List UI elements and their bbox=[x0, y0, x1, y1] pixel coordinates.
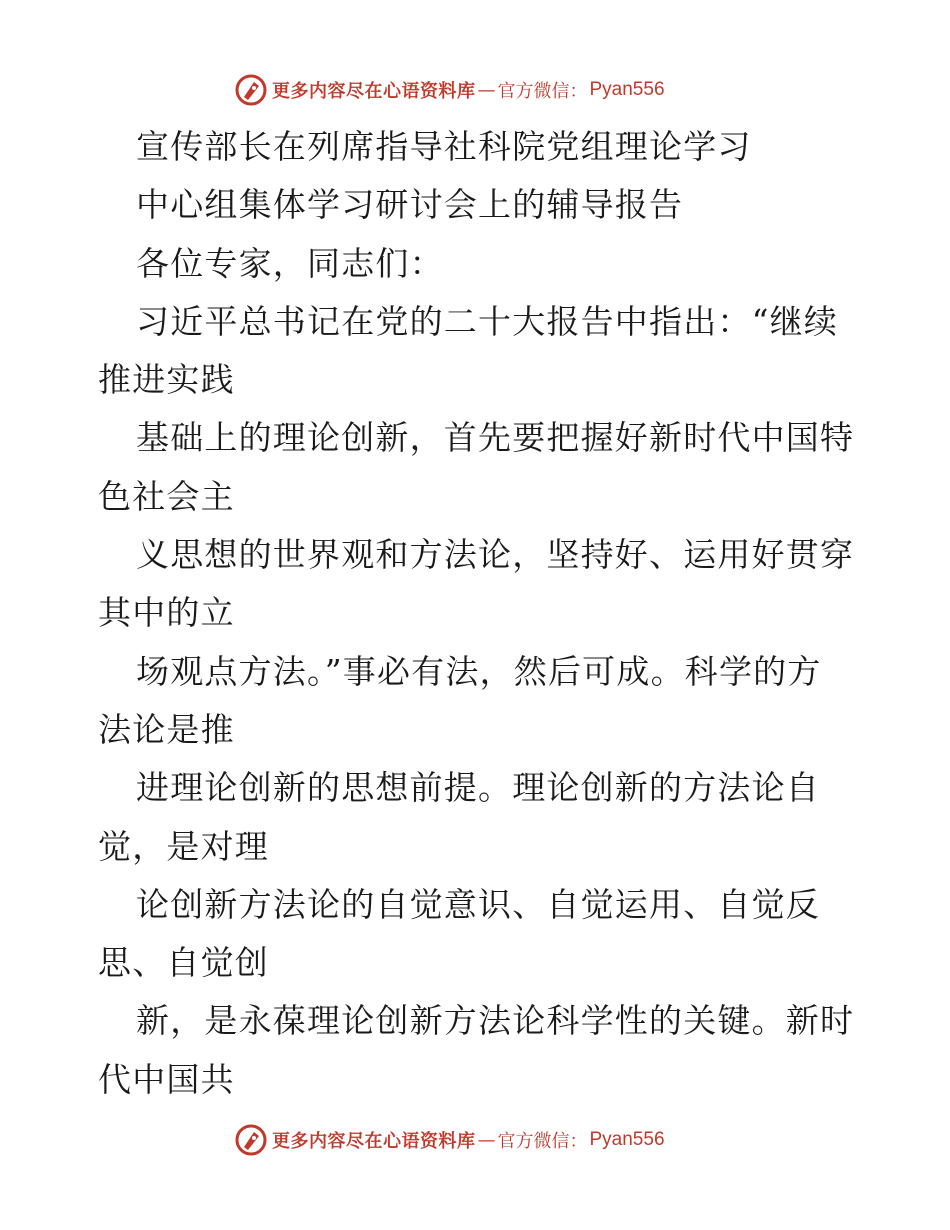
footer-banner bbox=[234, 1122, 665, 1158]
paragraph-line: 其中的立 bbox=[98, 593, 235, 633]
banner-wechat-label: 官方微信： bbox=[497, 81, 588, 102]
banner-dash: — bbox=[477, 79, 496, 101]
paragraph-line: 进理论创新的思想前提。理论创新的方法论自 bbox=[136, 768, 820, 808]
banner-wechat-id: Pyan556 bbox=[589, 1129, 665, 1150]
paragraph-line: 色社会主 bbox=[98, 476, 235, 516]
paragraph-line: 习近平总书记在党的二十大报告中指出：“继续 bbox=[136, 301, 839, 341]
paragraph-line: 推进实践 bbox=[98, 360, 235, 400]
paragraph-line: 义思想的世界观和方法论，坚持好、运用好贯穿 bbox=[136, 535, 855, 575]
banner-text: 更多内容尽在心语资料库 bbox=[272, 1131, 476, 1152]
paragraph-line: 场观点方法。”事必有法，然后可成。科学的方 bbox=[136, 651, 822, 691]
document-body bbox=[98, 118, 858, 1109]
paragraph-line: 论创新方法论的自觉意识、自觉运用、自觉反 bbox=[136, 884, 820, 924]
banner-dash: — bbox=[477, 1129, 496, 1151]
paragraph-line: 代中国共 bbox=[98, 1059, 235, 1099]
header-banner bbox=[234, 72, 665, 108]
paragraph-line: 觉，是对理 bbox=[98, 826, 269, 866]
pen-nib-icon bbox=[234, 1123, 268, 1157]
pen-nib-icon bbox=[234, 73, 268, 107]
title-line-1: 宣传部长在列席指导社科院党组理论学习 bbox=[136, 127, 752, 166]
paragraph-line: 思、自觉创 bbox=[98, 943, 269, 983]
title-line-2: 中心组集体学习研讨会上的辅导报告 bbox=[136, 185, 684, 225]
banner-wechat-id: Pyan556 bbox=[589, 79, 665, 100]
paragraph-line: 新，是永葆理论创新方法论科学性的关键。新时 bbox=[136, 1001, 855, 1041]
paragraph-line: 法论是推 bbox=[98, 709, 235, 749]
banner-wechat-label: 官方微信： bbox=[497, 1131, 588, 1152]
paragraph-line: 基础上的理论创新，首先要把握好新时代中国特 bbox=[136, 418, 855, 458]
banner-text: 更多内容尽在心语资料库 bbox=[272, 81, 476, 102]
salutation: 各位专家，同志们： bbox=[136, 243, 444, 283]
